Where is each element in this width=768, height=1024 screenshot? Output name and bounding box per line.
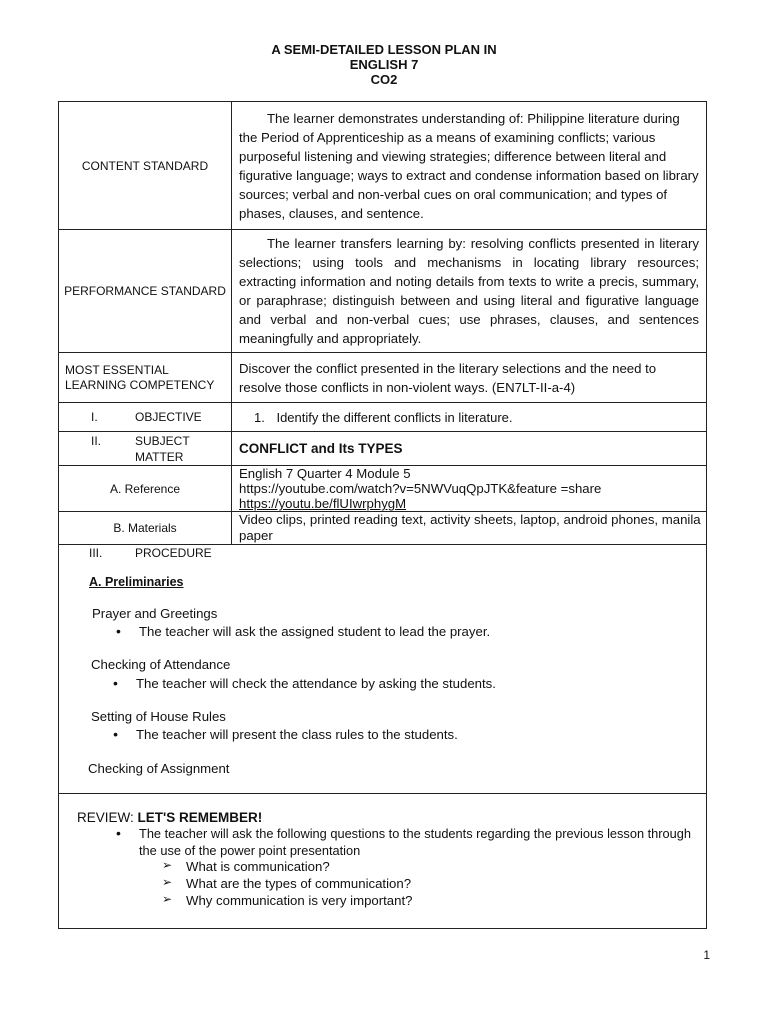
subject-matter-title (135, 433, 190, 465)
arrow-icon: ➢ (162, 892, 173, 906)
title-line-1: A SEMI-DETAILED LESSON PLAN IN (271, 42, 497, 57)
content-standard-paragraph: The learner demonstrates understanding of: Philippine literature during the Period of Apprenticeship as a means of examining conflicts; various purposeful listening and viewing strategies; difference between literal and figurative language; ways to extract and condense information based on library sources; verbal and non-verbal cues on oral communication; and types of phases, clauses, and sentence. (239, 110, 699, 221)
objective-item-number: 1. (254, 409, 265, 425)
performance-standard-paragraph: The learner transfers learning by: resolving conflicts presented in literary selections; using tools and mechanisms in locating library resources; extracting information and noting details from texts to write a precis, summary, or paraphrase; distinguish between and using literal and figurative language and verbal and non-verbal cues; use phrases, clauses, and sentences meaningfully and appropriately. (239, 236, 699, 346)
review-bullet-line-2: the use of the power point presentation (139, 843, 361, 858)
review-section (59, 794, 706, 928)
melc-label (59, 353, 232, 403)
subject-matter-title-line-1: SUBJECT (135, 433, 190, 448)
content-standard-row (59, 102, 707, 230)
prayer-title: Prayer and Greetings (92, 606, 218, 621)
objective-label (59, 403, 232, 432)
melc-text: Discover the conflict presented in the literary selections and the need to resolve those conflicts in non-violent ways. (EN7LT-II-a-4) (232, 353, 707, 403)
bullet-icon: • (116, 623, 121, 639)
reference-content (232, 466, 707, 512)
content-standard-label: CONTENT STANDARD (59, 102, 232, 230)
reference-label: A. Reference (59, 466, 232, 512)
review-question-1: What is communication? (186, 859, 330, 874)
bullet-icon: • (113, 675, 118, 691)
review-row (59, 794, 707, 929)
performance-standard-row (59, 230, 707, 353)
bullet-icon: • (113, 726, 118, 742)
title-line-2: ENGLISH 7 (349, 57, 419, 72)
reference-link-1[interactable]: https://youtube.com/watch?v=5NWVuqQpJTK&feature =share (239, 481, 602, 496)
subject-matter-text: CONFLICT and Its TYPES (232, 432, 707, 466)
procedure-section (59, 545, 706, 793)
reference-row (59, 466, 707, 512)
review-question-3: Why communication is very important? (186, 893, 413, 908)
subject-matter-row (59, 432, 707, 466)
reference-link-2[interactable]: https://youtu.be/flUIwrphygM (239, 496, 407, 511)
rules-title: Setting of House Rules (91, 709, 226, 724)
arrow-icon: ➢ (162, 858, 173, 872)
procedure-row (59, 545, 707, 794)
objective-title: OBJECTIVE (135, 410, 202, 424)
materials-row (59, 512, 707, 545)
review-cell (59, 794, 707, 929)
review-question-2: What are the types of communication? (186, 876, 412, 891)
bullet-icon: • (116, 825, 121, 841)
subject-matter-title-line-2: MATTER (135, 449, 184, 464)
review-label: REVIEW: (77, 810, 138, 825)
objective-content (232, 403, 707, 432)
performance-standard-text (232, 230, 707, 353)
lesson-plan-table (58, 101, 707, 929)
content-standard-text (232, 102, 707, 230)
materials-label: B. Materials (59, 512, 232, 545)
procedure-numeral: III. (89, 546, 103, 560)
objective-row (59, 403, 707, 432)
procedure-cell (59, 545, 707, 794)
review-bullet-line-1: The teacher will ask the following questions to the students regarding the previous lesson through (139, 826, 692, 841)
materials-text: Video clips, printed reading text, activity sheets, laptop, android phones, manila paper (232, 512, 707, 545)
melc-row (59, 353, 707, 403)
objective-item-text: Identify the different conflicts in literature. (276, 409, 513, 425)
review-label-bold: LET'S REMEMBER! (137, 810, 263, 825)
review-heading (77, 810, 262, 825)
subject-matter-numeral: II. (91, 433, 102, 448)
arrow-icon: ➢ (162, 875, 173, 889)
assignment-title: Checking of Assignment (88, 761, 230, 776)
procedure-title: PROCEDURE (135, 546, 212, 560)
performance-standard-label: PERFORMANCE STANDARD (59, 230, 232, 353)
document-title (0, 42, 768, 87)
page-number: 1 (703, 948, 710, 962)
subject-matter-label (59, 432, 232, 466)
title-line-3: CO2 (370, 72, 398, 87)
preliminaries-heading: A. Preliminaries (89, 575, 184, 589)
rules-bullet-text: The teacher will present the class rules to the students. (136, 727, 458, 742)
reference-line-1: English 7 Quarter 4 Module 5 (239, 466, 411, 481)
prayer-bullet-text: The teacher will ask the assigned student to lead the prayer. (139, 624, 491, 639)
melc-label-line-2: LEARNING COMPETENCY (65, 377, 215, 392)
melc-label-line-1: MOST ESSENTIAL (65, 362, 169, 377)
attendance-bullet-text: The teacher will check the attendance by asking the students. (136, 676, 496, 691)
objective-numeral: I. (91, 410, 98, 424)
attendance-title: Checking of Attendance (91, 657, 231, 672)
